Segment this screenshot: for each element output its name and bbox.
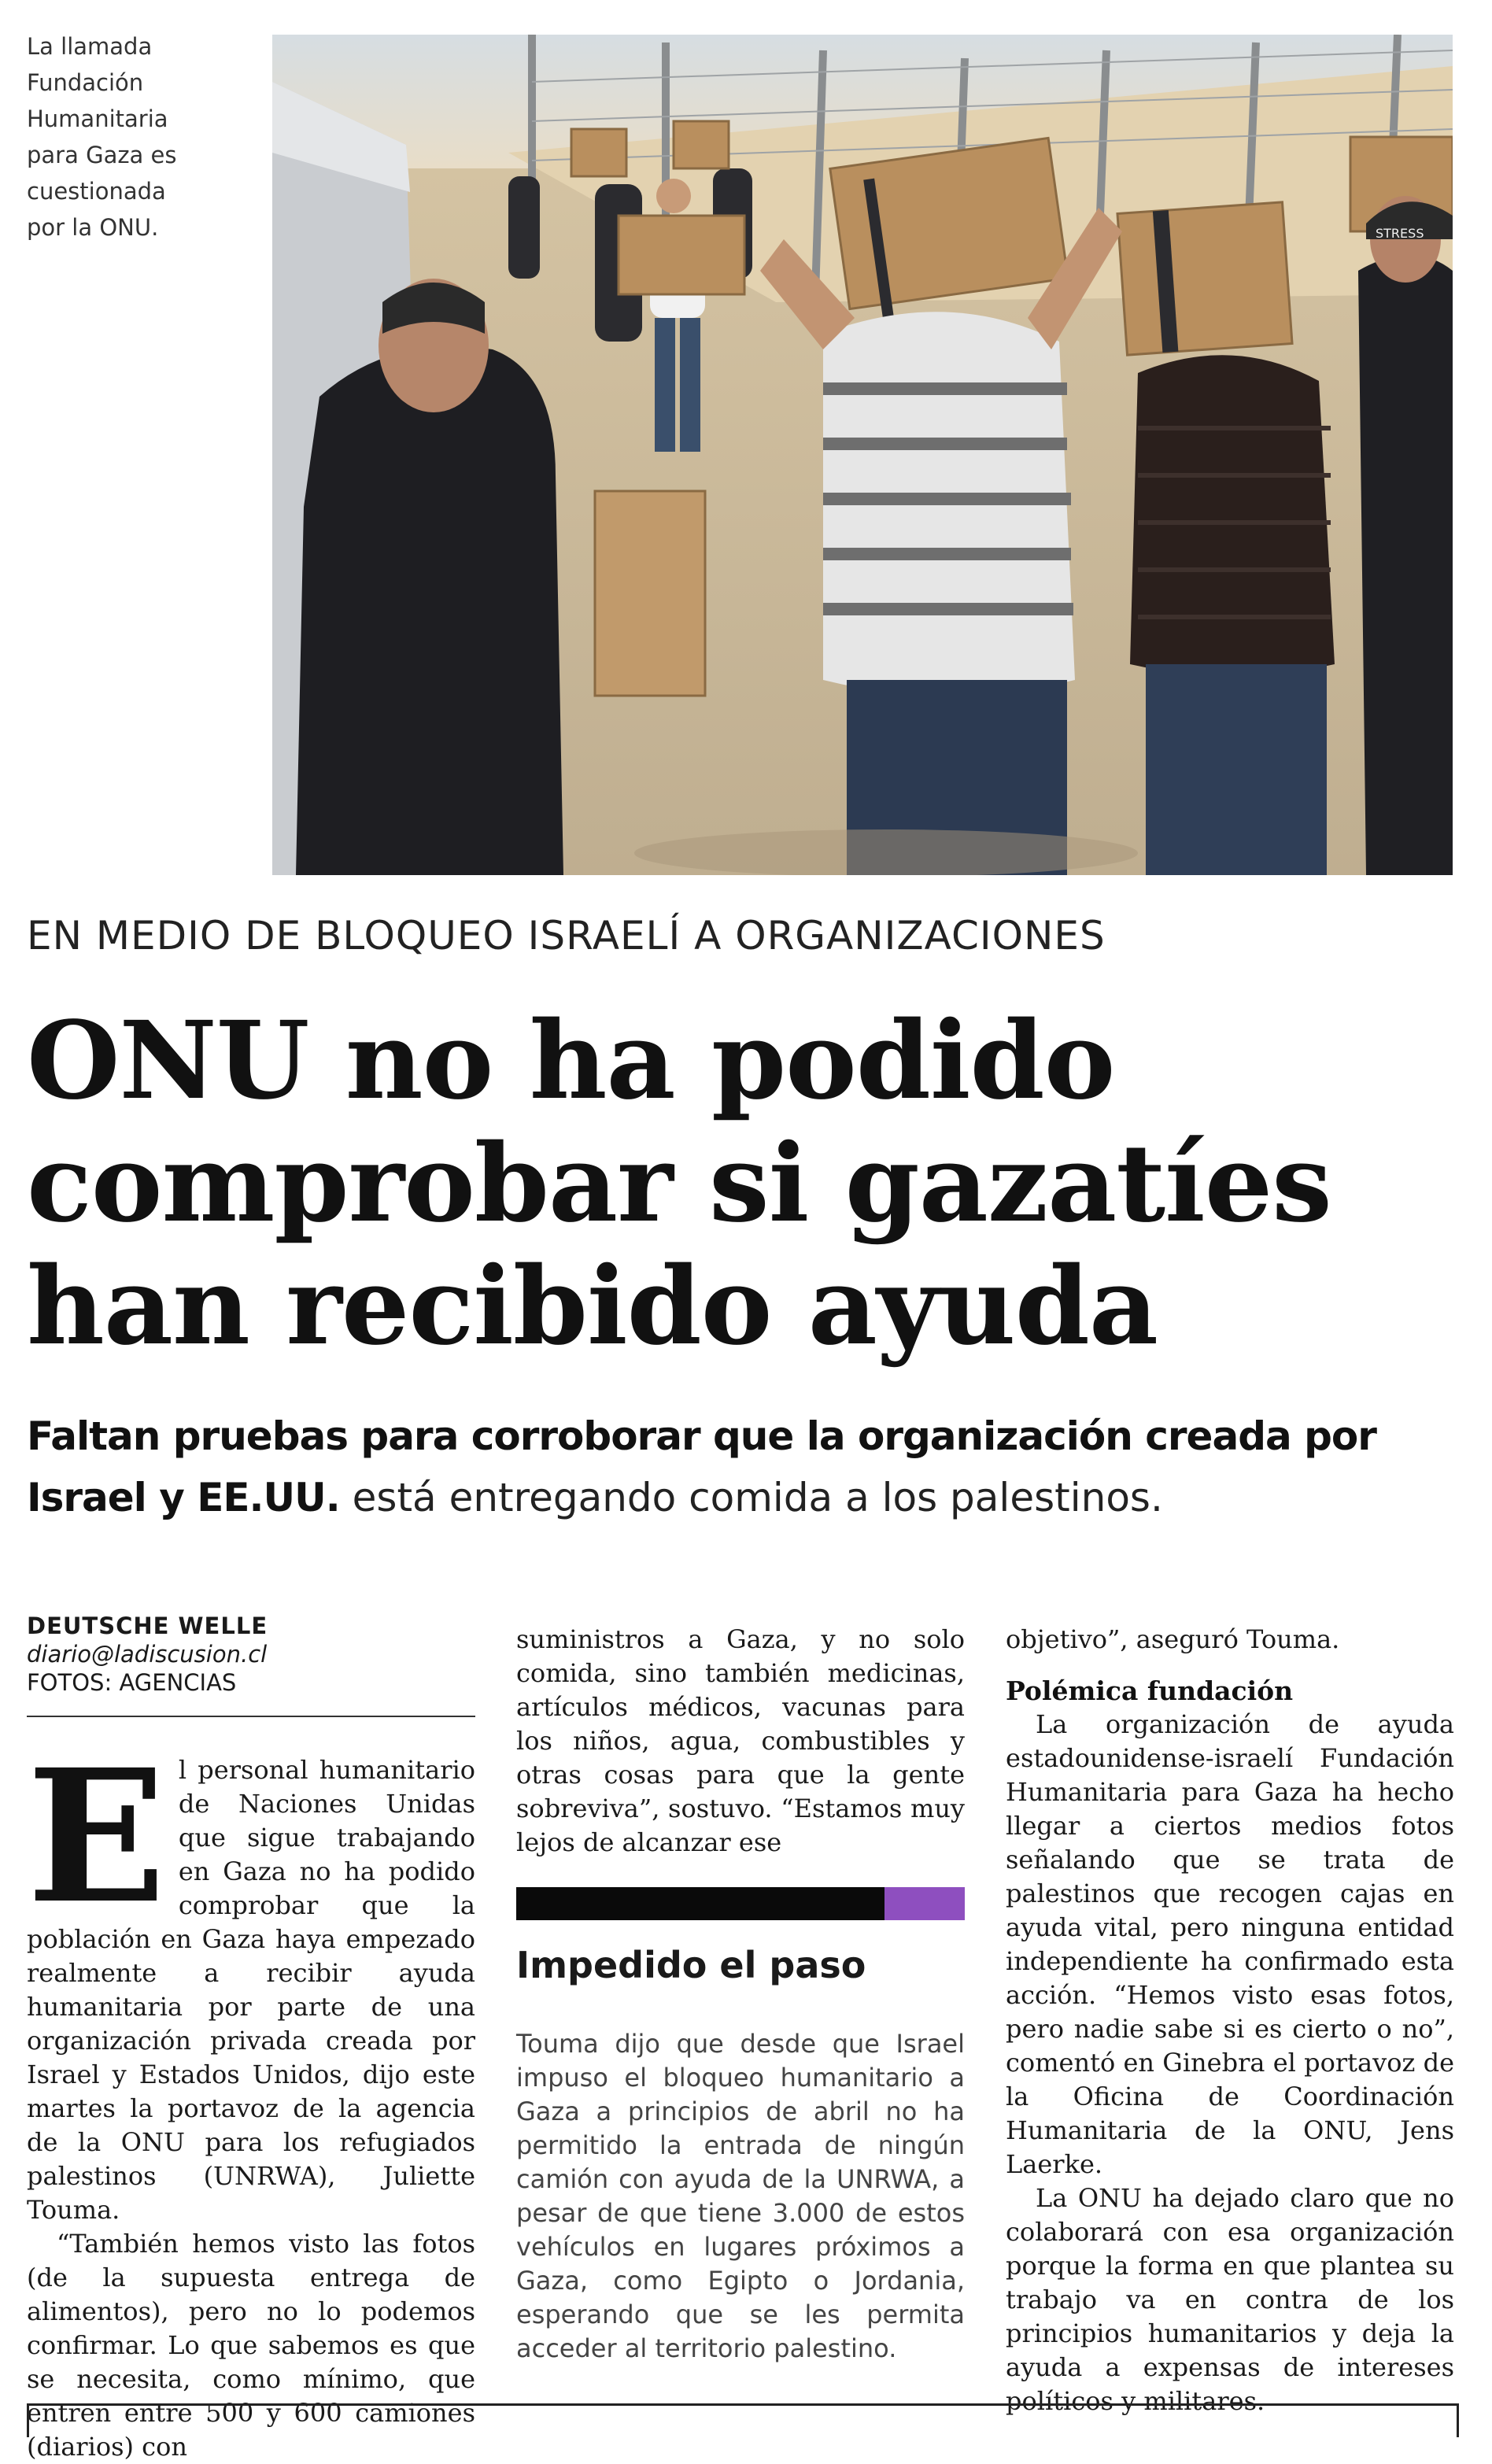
body-column-3	[1006, 1623, 1454, 2418]
body-column-1	[27, 1729, 475, 2464]
byline-divider	[27, 1716, 475, 1717]
sidebar-accent-bar	[884, 1887, 965, 1920]
paragraph-3: La organización de ayuda estadounidense-israelí Fundación Humanitaria para Gaza ha hecho llegar a ciertos medios fotos señalando que se trata de palestinos que recogen cajas en ayuda vital, pero ninguna entidad independiente ha confirmado esta acción. “Hemos visto esas fotos, pero nadie sabe si es cierto o no”, comentó en Ginebra el portavoz de la Oficina de Coordinación Humanitaria de la ONU, Jens Laerke.	[1006, 1709, 1454, 2179]
drop-cap: E	[27, 1729, 166, 1944]
deck-regular: está entregando comida a los palestinos.	[339, 1475, 1163, 1520]
aid-workers-carrying-boxes-photo	[272, 35, 1453, 875]
byline-photos: FOTOS: AGENCIAS	[27, 1669, 237, 1696]
photo-caption: La llamada Fundación Humanitaria para Gaza es cuestionada por la ONU.	[27, 33, 177, 241]
paragraph-4: La ONU ha dejado claro que no colaborará con esa organización porque la forma en que plantea su trabajo va en contra de los principios humanitarios y deja la ayuda a expensas de intereses políticos y militares.	[1006, 2183, 1454, 2416]
paragraph-1: l personal humanitario de Naciones Unidas que sigue trabajando en Gaza no ha podido comprobar que la población en Gaza haya empezado realmente a recibir ayuda humanitaria por parte de una organización privada creada por Israel y Estados Unidos, dijo este martes la portavoz de la agencia de la ONU para los refugiados palestinos (UNRWA), Juliette Touma.	[27, 1755, 475, 2225]
cap-text: STRESS	[1376, 226, 1424, 241]
body-column-2	[516, 1623, 965, 1860]
paragraph-2-continued: suministros a Gaza, y no solo comida, sino también medicinas, artículos médicos, vacunas para los niños, agua, combustibles y otras cosas para que la gente sobreviva”, sostuvo. “Estamos muy lejos de alcanzar ese	[516, 1624, 965, 1857]
paragraph-2: “También hemos visto las fotos (de la supuesta entrega de alimentos), pero no lo podemos confirmar. Lo que sabemos es que se necesita, como mínimo, que entren entre 500 y 600 camiones (diarios) con	[27, 2229, 475, 2462]
news-photo	[272, 35, 1453, 875]
byline-source: DEUTSCHE WELLE	[27, 1612, 268, 1639]
deck-bold: Faltan pruebas para corroborar que la organización creada por Israel y EE.UU.	[27, 1413, 1376, 1520]
headline: ONU no ha podido comprobar si gazatíes han recibido ayuda	[27, 998, 1331, 1369]
deck	[27, 1406, 1467, 1528]
sidebar-text: Touma dijo que desde que Israel impuso el bloqueo humanitario a Gaza a principios de abril no ha permitido la entrada de ningún camión con ayuda de la UNRWA, a pesar de que tiene 3.000 de estos vehículos en lugares próximos a Gaza, como Egipto o Jordania, esperando que se les permita acceder al territorio palestino.	[516, 2029, 965, 2363]
paragraph-2-end: objetivo”, aseguró Touma.	[1006, 1624, 1340, 1654]
kicker: EN MEDIO DE BLOQUEO ISRAELÍ A ORGANIZACIONES	[27, 913, 1106, 959]
sidebar-title: Impedido el paso	[516, 1944, 866, 1986]
subhead: Polémica fundación	[1006, 1675, 1294, 1706]
byline	[27, 1612, 475, 1697]
sidebar-bar	[516, 1887, 884, 1920]
byline-email[interactable]: diario@ladiscusion.cl	[27, 1641, 268, 1668]
